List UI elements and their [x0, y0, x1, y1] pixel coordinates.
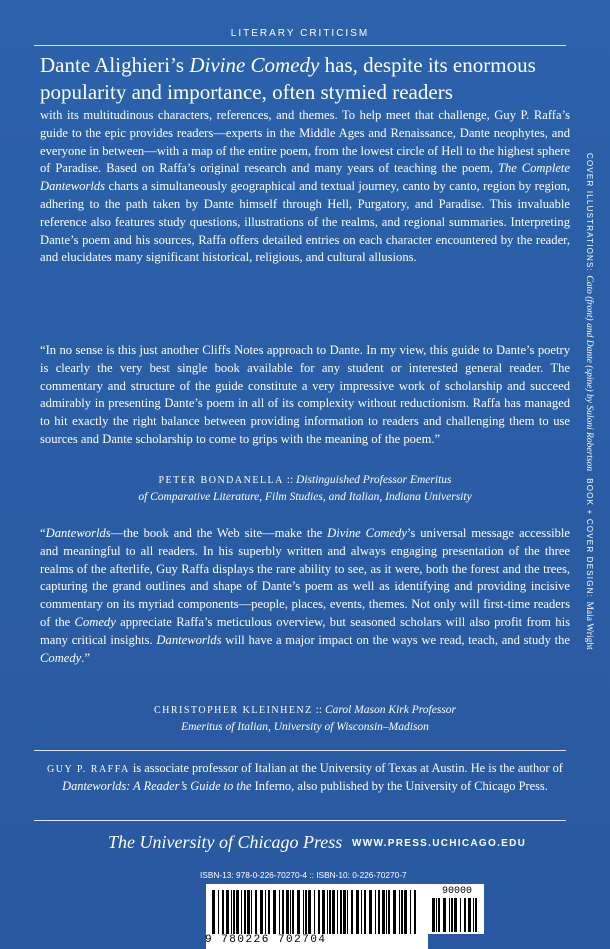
bio-text-b: , also published by the University of Chicago Press.	[291, 779, 548, 793]
divider-rule	[34, 750, 566, 751]
lead-sentence	[40, 52, 570, 106]
endorser-name-1: PETER BONDANELLA	[158, 475, 284, 486]
barcode-bars	[212, 890, 422, 934]
publisher-name: The University of Chicago Press	[108, 832, 343, 852]
lead-text-b: has, despite its enormous popularity and importance, often stymied readers	[40, 53, 536, 104]
q2-text-b: ’s universal message accessible and meaningful to all readers. In his superbly written and always engaging presentation of the three realms of the afterlife, Guy Raffa displays the rare ability to see, as it were, both the forest and the trees, capturing the grand outlines and shape of Dante’s poem as well as identifying and providing incisive commentary on its myriad components—people, places, events, themes. Not only will first-time readers of the	[40, 526, 570, 629]
author-bio	[40, 760, 570, 795]
q2-title-3: Comedy	[74, 614, 116, 629]
endorser-title-2b: Emeritus of Italian, University of Wisconsin–Madison	[181, 721, 429, 733]
endorsement-quote-2	[40, 525, 570, 667]
category-rule	[34, 45, 566, 46]
q2-text-a: —the book and the Web site—make the	[110, 526, 328, 540]
q2-text-d: will have a major impact on the ways we read, teach, and study the	[221, 632, 570, 647]
blurb-text-b: charts a simultaneously geographical and textual journey, canto by canto, region by region, adhering to the path taken by Dante himself through Hell, Purgatory, and Paradise. This invaluable reference also features study questions, illustrations of the realms, and regional summaries. Interpreting Dante’s poem and his sources, Raffa offers detailed entries on each character encountered by the reader, and elucidates many significant historical, religious, and cultural allusions.	[40, 179, 570, 265]
credit-design: Maia Wright	[584, 601, 594, 650]
q2-title-1: Danteworlds	[45, 526, 111, 540]
endorsement-attribution-1	[40, 472, 570, 506]
publisher-url: WWW.PRESS.UCHICAGO.EDU	[352, 838, 527, 849]
endorsement-attribution-2	[40, 702, 570, 736]
blurb-text-a: with its multitudinous characters, references, and themes. To help meet that challenge, Guy P. Raffa’s guide to the epic provides readers—experts in the Middle Ages and Renaissance, Dante neophytes, and everyone in between—with a map of the entire poem, from the lowest circle of Hell to the highest sphere of Paradise. Based on Raffa’s original research and many years of teaching the poem,	[40, 108, 570, 176]
endorser-title-1a: Distinguished Professor Emeritus	[296, 474, 452, 486]
price-barcode-bars	[432, 898, 482, 932]
bio-text-a: is associate professor of Italian at the University of Texas at Austin. He is the author of	[129, 761, 563, 775]
isbn-line: ISBN-13: 978-0-226-70270-4 :: ISBN-10: 0-226-70270-7	[200, 870, 407, 880]
separator: ::	[312, 704, 325, 716]
q2-text-e: .”	[81, 650, 91, 665]
design-credits	[584, 153, 594, 713]
endorser-title-1b: of Comparative Literature, Film Studies, and Italian, Indiana University	[138, 491, 472, 503]
endorser-title-2a: Carol Mason Kirk Professor	[324, 704, 457, 716]
q2-title-2: Divine Comedy	[327, 526, 407, 540]
q2-title-5: Comedy	[40, 650, 82, 665]
endorser-name-2: CHRISTOPHER KLEINHENZ	[153, 705, 313, 716]
author-name: GUY P. RAFFA	[47, 764, 130, 775]
credit-label-design: BOOK + COVER DESIGN:	[585, 478, 594, 602]
blurb-book-title: The Complete Danteworlds	[40, 161, 570, 194]
lead-book-title: Divine Comedy	[189, 53, 320, 77]
divider-rule	[34, 820, 566, 821]
category-label: LITERARY CRITICISM	[230, 28, 370, 39]
credit-label-illustrations: COVER ILLUSTRATIONS:	[585, 153, 594, 276]
q2-text-c: appreciate Raffa’s meticulous overview, but seasoned scholars will also profit from his many critical insights.	[40, 614, 570, 647]
endorsement-quote-1: “In no sense is this just another Cliffs Notes approach to Dante. In my view, this guide to Dante’s poetry is clearly the very best single book available for any student or interested general reader. The commentary and structure of the guide constitute a very impressive work of scholarship and succeed admirably in presenting Dante’s poem in all of its complexity without reductionism. Raffa has managed to hit exactly the right balance between providing information to readers and challenging them to use sources and Dante scholarship to come to grips with the meaning of the poem.”	[40, 343, 570, 446]
price-code: 90000	[441, 886, 472, 897]
description-paragraph	[40, 107, 570, 267]
quote-open: “	[40, 526, 46, 540]
bio-title-2: Inferno	[254, 779, 292, 793]
bio-title-1: Danteworlds: A Reader’s Guide to the	[62, 779, 255, 793]
credit-illustrations: Cato (front) and Dante (spine) by Suloni Robertson	[584, 275, 594, 472]
q2-title-4: Danteworlds	[156, 632, 222, 647]
lead-text-a: Dante Alighieri’s	[40, 53, 190, 77]
barcode-digits: 9 780226 702704	[205, 934, 327, 946]
separator: ::	[283, 474, 297, 486]
